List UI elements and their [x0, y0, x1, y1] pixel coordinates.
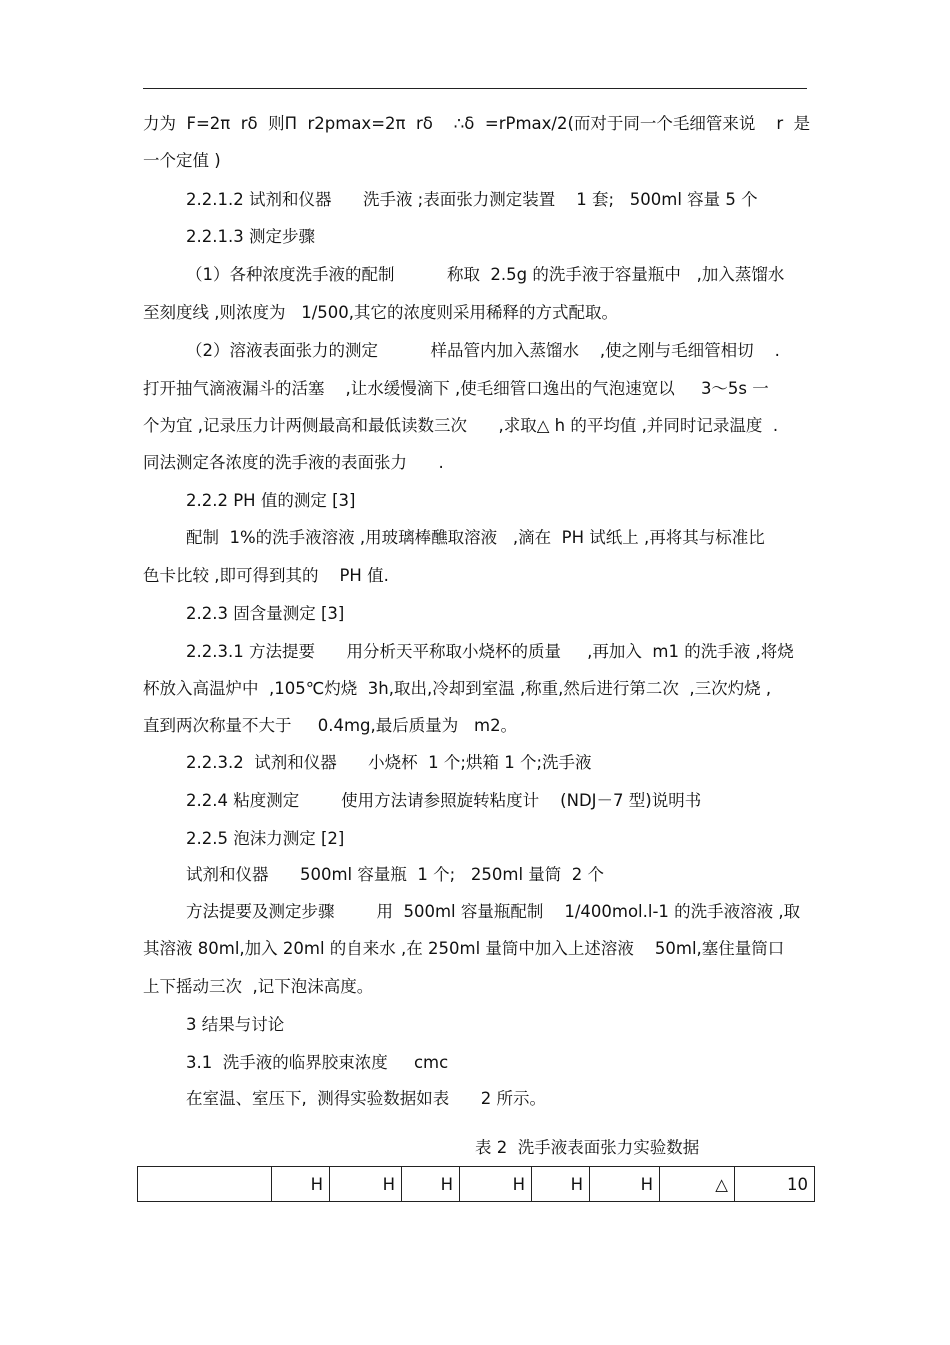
table-cell: H: [402, 1167, 460, 1202]
table-cell: [138, 1167, 272, 1202]
table-cell: H: [460, 1167, 532, 1202]
header-rule: [143, 88, 807, 89]
table-cell: H: [330, 1167, 402, 1202]
text-line: 2.2.3 固含量测定 [3]: [186, 604, 345, 623]
text-line: 3 结果与讨论: [186, 1015, 285, 1034]
table-cell: H: [590, 1167, 660, 1202]
text-line: 一个定值 ): [143, 151, 221, 170]
table-cell: 10: [735, 1167, 815, 1202]
text-line: 在室温、室压下, 测得实验数据如表 2 所示。: [186, 1089, 546, 1108]
text-line: 2.2.3.2 试剂和仪器 小烧杯 1 个;烘箱 1 个;洗手液: [186, 753, 592, 772]
text-line: 其溶液 80ml,加入 20ml 的自来水 ,在 250ml 量筒中加入上述溶液 50ml,塞住量筒口: [143, 939, 785, 958]
text-line: 2.2.5 泡沫力测定 [2]: [186, 829, 345, 848]
text-line: 3.1 洗手液的临界胶束浓度 cmc: [186, 1053, 449, 1072]
text-line: 杯放入高温炉中 ,105℃灼烧 3h,取出,冷却到室温 ,称重,然后进行第二次 ,三次灼烧 ,: [143, 679, 772, 698]
table-row: [138, 1167, 815, 1202]
text-line: 2.2.1.3 测定步骤: [186, 227, 315, 246]
text-line: 2.2.1.2 试剂和仪器 洗手液 ;表面张力测定装置 1 套; 500ml 容量 5 个: [186, 190, 758, 209]
text-line: 试剂和仪器 500ml 容量瓶 1 个; 250ml 量筒 2 个: [186, 865, 605, 884]
text-line: 直到两次称量不大于 0.4mg,最后质量为 m2。: [143, 716, 518, 735]
text-line: 2.2.2 PH 值的测定 [3]: [186, 491, 356, 510]
text-line: 至刻度线 ,则浓度为 1/500,其它的浓度则采用稀释的方式配取。: [143, 303, 619, 322]
table-cell: △: [660, 1167, 735, 1202]
text-line: 个为宜 ,记录压力计两侧最高和最低读数三次 ,求取△ h 的平均值 ,并同时记录温度 .: [143, 416, 779, 435]
text-line: （2）溶液表面张力的测定 样品管内加入蒸馏水 ,使之刚与毛细管相切 .: [186, 341, 780, 360]
text-line: 方法提要及测定步骤 用 500ml 容量瓶配制 1/400mol.l-1 的洗手液溶液 ,取: [186, 902, 801, 921]
text-line: 同法测定各浓度的洗手液的表面张力 .: [143, 453, 444, 472]
table-cell: H: [272, 1167, 330, 1202]
table-caption: 表 2 洗手液表面张力实验数据: [475, 1138, 700, 1157]
text-line: 2.2.3.1 方法提要 用分析天平称取小烧杯的质量 ,再加入 m1 的洗手液 ,将烧: [186, 642, 794, 661]
text-line: 配制 1%的洗手液溶液 ,用玻璃棒醮取溶液 ,滴在 PH 试纸上 ,再将其与标准比: [186, 528, 765, 547]
text-line: 打开抽气滴液漏斗的活塞 ,让水缓慢滴下 ,使毛细管口逸出的气泡速宽以 3～5s 一: [143, 379, 769, 398]
text-line: 2.2.4 粘度测定 使用方法请参照旋转粘度计 (NDJ－7 型)说明书: [186, 791, 702, 810]
text-line: 上下摇动三次 ,记下泡沫高度。: [143, 977, 374, 996]
table-cell: H: [532, 1167, 590, 1202]
surface-tension-table: [137, 1166, 815, 1202]
text-line: 力为 F=2π rδ 则Π r2pmax=2π rδ ∴δ =rPmax/2(而对于同一个毛细管来说 r 是: [143, 114, 811, 133]
text-line: 色卡比较 ,即可得到其的 PH 值.: [143, 566, 389, 585]
text-line: （1）各种浓度洗手液的配制 称取 2.5g 的洗手液于容量瓶中 ,加入蒸馏水: [186, 265, 785, 284]
